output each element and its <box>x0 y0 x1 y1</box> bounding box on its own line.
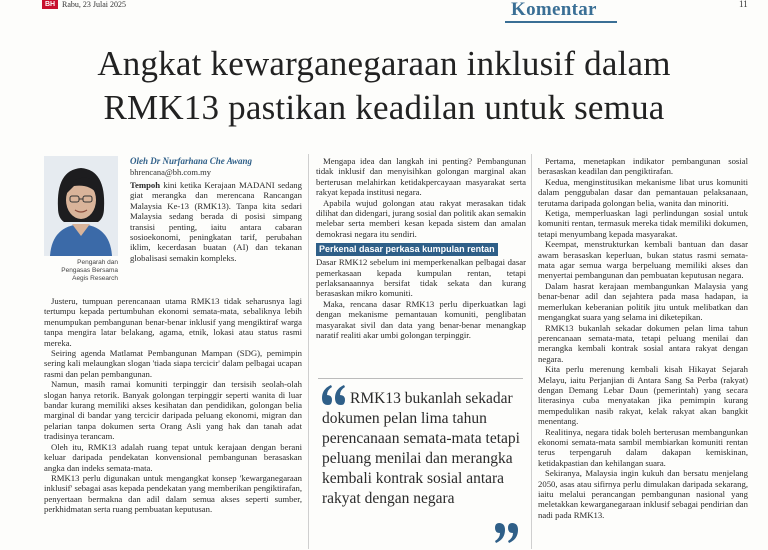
bh-logo: BH <box>42 0 58 9</box>
page-number: 11 <box>739 0 748 9</box>
paragraph: Pertama, menetapkan indikator pembangunan sosial berasaskan keadilan dan pengiktirafan. <box>538 156 748 177</box>
masthead <box>0 0 768 22</box>
author-block <box>44 156 302 296</box>
intro-paragraph <box>130 180 302 263</box>
issue-date: Rabu, 23 Julai 2025 <box>62 0 126 9</box>
column-divider <box>531 154 532 549</box>
paragraph: Apabila wujud golongan atau rakyat merasakan tidak dilihat dan didengari, jurang sosial dan politik akan semakin melebar serta memberi kesan kepada sistem dan amalan demokrasi negara itu sendiri. <box>316 197 526 239</box>
close-quote-icon <box>494 521 520 545</box>
author-email: bhrencana@bh.com.my <box>130 167 211 177</box>
paragraph: Dasar RMK12 sebelum ini memperkenalkan pelbagai dasar pemerkasaan kepada kumpulan rentan, tetapi perlaksanaannya bersifat tidak sekata dan kurang berasaskan mikro komuniti. <box>316 257 526 299</box>
paragraph: Keempat, menstrukturkan kembali bantuan dan dasar awam berasaskan keperluan, bukan status rasmi semata-mata agar semua warga berpeluang memiliki akses dan menyertai pembangunan dan pembuatan keputusan negara. <box>538 239 748 281</box>
paragraph: Justeru, tumpuan perencanaan utama RMK13 tidak seharusnya lagi tertumpu kepada pertumbuhan ekonomi semata-mata, sebaliknya lebih menumpukan pembangunan benar-benar inklusif yang mengiktiraf warga tanpa mengira latar belakang, agama, etnik, lokasi atau status rasmi mereka. <box>44 296 302 348</box>
paragraph: RMK13 bukanlah sekadar dokumen pelan lima tahun perencanaan semata-mata, tetapi peluang menilai dan merangka kembali kontrak sosial antara rakyat dengan negara. <box>538 322 748 364</box>
author-photo <box>44 156 118 256</box>
paragraph: Oleh itu, RMK13 adalah ruang tepat untuk kerajaan dengan berani keluar daripada pendekatan konvensional pembangunan berasaskan angka dan indeks semata-mata. <box>44 441 302 473</box>
photo-caption: Pengarah dan Pengasas Bersama Aegis Research <box>61 259 118 282</box>
article-column-1 <box>44 156 302 515</box>
author-byline: Oleh Dr Nurfarhana Che Awang <box>130 156 253 166</box>
pull-quote <box>318 378 523 544</box>
headline-line-1: Angkat kewarganegaraan inklusif dalam <box>97 44 671 83</box>
paragraph: Realitinya, negara tidak boleh berterusan membangunkan ekonomi semata-mata sambil membiarkan komuniti rentan terus terpengaruh dalam dakapan kemiskinan, ketidakpastian dan kehilangan suara. <box>538 426 748 468</box>
paragraph: Kita perlu merenung kembali kisah Hikayat Sejarah Melayu, iaitu Perjanjian di Antara Sang Sa Perba (rakyat) dengan Demang Lebar Daun (pemerintah) yang secara literasinya cuba menyatakan jika pemimpin kurang mempedulikan nasib rakyat, kelak rakyat akan bangkit menentang. <box>538 364 748 427</box>
headline-line-2: RMK13 pastikan keadilan untuk semua <box>103 88 665 127</box>
subheading: Perkenal dasar perkasa kumpulan rentan <box>316 243 498 256</box>
intro-text: kini ketika Kerajaan MADANI sedang giat merangka dan merencana Rancangan Malaysia Ke-13 (RMK13). Tanpa kita sedari Malaysia sedang berada di posisi simpang transisi penting, iaitu antara cabaran sosioekonomi, peningkatan tarif, perubahan iklim, kecerdasan buatan (AI) dan tekanan globalisasi semakin kompleks. <box>130 180 302 263</box>
article-column-3 <box>538 156 748 520</box>
paragraph: Dalam hasrat kerajaan membangunkan Malaysia yang benar-benar adil dan sejahtera pada masa hadapan, ia memerlukan keberanian politik jitu untuk melibatkan dan mengangkat suara yang selama ini diketepikan. <box>538 280 748 323</box>
section-title: Komentar <box>511 0 597 20</box>
section-underline <box>505 21 617 23</box>
paragraph: Mengapa idea dan langkah ini penting? Pembangunan tidak inklusif dan menyisihkan golongan marginal akan berterusan melahirkan ketidakpercayaan masyarakat serta rakyat kepada institusi negara. <box>316 156 526 198</box>
intro-lead-word: Tempoh <box>130 180 161 190</box>
paragraph: Maka, rencana dasar RMK13 perlu diperkuatkan lagi dengan mekanisme pemantauan komuniti, penglibatan masyarakat sivil dan data yang benar-benar menangkap naratif realiti akar umbi golongan terpinggir. <box>316 298 526 341</box>
paragraph: Sekiranya, Malaysia ingin kukuh dan bersatu menjelang 2050, asas atau sifirnya perlu dimulakan daripada sekarang, iaitu melalui perancangan pembangunan nasional yang meletakkan kewarganegaraan inklusif sebagai pendirian dan nadi pada RMK13. <box>538 468 748 520</box>
paragraph: RMK13 perlu digunakan untuk mengangkat konsep 'kewarganegaraan inklusif' sebagai asas kepada pendekatan yang memberikan pengiktirafan, penyertaan bermakna dan adil dalam semua akses seperti sumber, perkhidmatan serta ruang pembuatan keputusan. <box>44 472 302 515</box>
paragraph: Kedua, menginstitusikan mekanisme libat urus komuniti dalam penggubalan dasar dan pemantauan pelaksanaan, terutama daripada golongan belia, wanita dan minoriti. <box>538 176 748 208</box>
paragraph: Namun, masih ramai komuniti terpinggir dan tersisih seolah-olah slogan hanya retorik. Banyak golongan terpinggir seperti wanita di luar bandar kurang memiliki akses kesihatan dan pendidikan, golongan belia marginal di bandar yang tercicir daripada peluang ekonomi, migran dan pelarian tanpa dokumen serta Orang Asli yang hak dan tanah adat tradisinya terancam. <box>44 379 302 442</box>
author-portrait-icon <box>44 156 118 256</box>
headline <box>0 42 768 130</box>
paragraph: Seiring agenda Matlamat Pembangunan Mampan (SDG), pemimpin sering kali melaungkan slogan 'tiada siapa tercicir' dalam pelbagai ucapan rasmi dan pelan pembangunan. <box>44 348 302 379</box>
pull-quote-text: RMK13 bukanlah sekadar dokumen pelan lima tahun perencanaan semata-mata tetapi peluang menilai dan merangka kembali kontrak sosial antara rakyat dengan negara <box>322 390 520 507</box>
column-divider <box>308 154 309 549</box>
article-column-2 <box>316 156 526 341</box>
paragraph: Ketiga, memperluaskan lagi perlindungan sosial untuk komuniti rentan, termasuk mereka tidak memiliki dokumen, tetapi menyumbang kepada masyarakat. <box>538 208 748 239</box>
